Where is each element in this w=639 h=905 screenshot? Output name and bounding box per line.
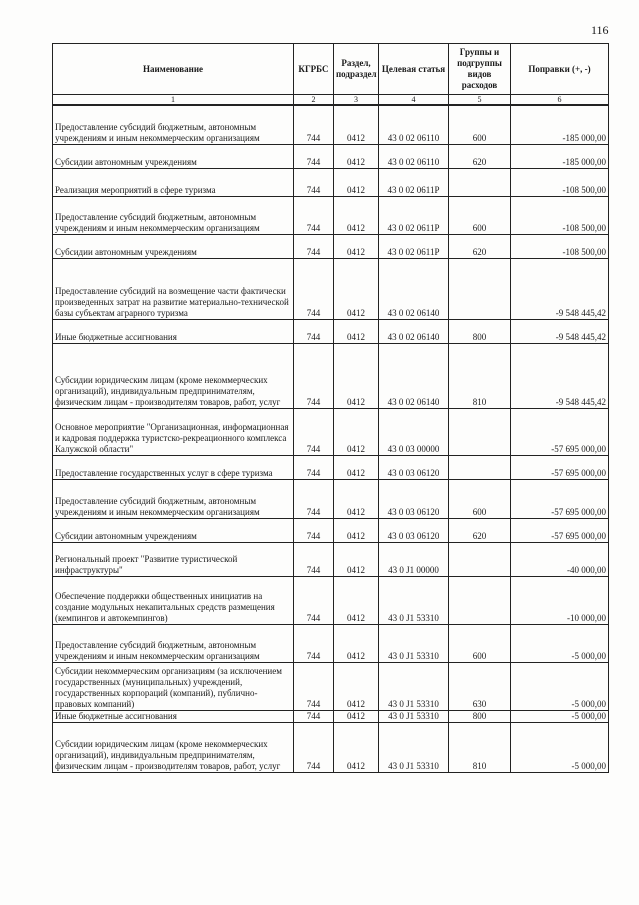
- row-amount: -9 548 445,42: [511, 319, 609, 343]
- table-row: [53, 518, 609, 542]
- row-kgrbs: 744: [294, 542, 334, 576]
- row-name: Субсидии автономным учреждениям: [53, 144, 294, 168]
- row-kgrbs: 744: [294, 624, 334, 662]
- row-section: 0412: [334, 710, 379, 722]
- row-target-article: 43 0 J1 53310: [379, 710, 449, 722]
- table-row: [53, 542, 609, 576]
- table-row: [53, 319, 609, 343]
- row-target-article: 43 0 02 06140: [379, 343, 449, 408]
- row-target-article: 43 0 J1 53310: [379, 722, 449, 772]
- row-section: 0412: [334, 542, 379, 576]
- row-name: Субсидии юридическим лицам (кроме некоммерческих организаций), индивидуальным предпринимателям, физическим лицам - производителям товаров, работ, услуг: [53, 343, 294, 408]
- row-target-article: 43 0 02 06110: [379, 144, 449, 168]
- row-expense-group: [449, 455, 511, 479]
- row-expense-group: 600: [449, 479, 511, 518]
- column-number: 3: [334, 95, 379, 106]
- row-expense-group: [449, 168, 511, 196]
- page-number: 116: [591, 23, 609, 37]
- table-row: [53, 343, 609, 408]
- budget-table: [52, 43, 609, 773]
- row-expense-group: 620: [449, 144, 511, 168]
- row-section: 0412: [334, 662, 379, 710]
- row-name: Региональный проект "Развитие туристической инфраструктуры": [53, 542, 294, 576]
- row-target-article: 43 0 02 06140: [379, 319, 449, 343]
- row-name: Предоставление субсидий бюджетным, автономным учреждениям и иным некоммерческим организациям: [53, 624, 294, 662]
- table-row: [53, 168, 609, 196]
- row-target-article: 43 0 02 0611P: [379, 168, 449, 196]
- row-section: 0412: [334, 576, 379, 624]
- row-expense-group: [449, 408, 511, 455]
- row-expense-group: 600: [449, 196, 511, 234]
- row-amount: -185 000,00: [511, 105, 609, 144]
- table-row: [53, 408, 609, 455]
- table-row: [53, 234, 609, 258]
- row-kgrbs: 744: [294, 479, 334, 518]
- column-number: 4: [379, 95, 449, 106]
- row-amount: -108 500,00: [511, 234, 609, 258]
- table-row: [53, 576, 609, 624]
- header-target: Целевая статья: [379, 44, 449, 95]
- row-target-article: 43 0 02 06110: [379, 105, 449, 144]
- row-name: Субсидии автономным учреждениям: [53, 234, 294, 258]
- table-row: [53, 455, 609, 479]
- row-amount: -5 000,00: [511, 624, 609, 662]
- row-target-article: 43 0 J1 53310: [379, 624, 449, 662]
- row-expense-group: 620: [449, 518, 511, 542]
- row-name: Предоставление субсидий бюджетным, автономным учреждениям и иным некоммерческим организациям: [53, 105, 294, 144]
- row-name: Реализация мероприятий в сфере туризма: [53, 168, 294, 196]
- column-number: 1: [53, 95, 294, 106]
- row-name: Предоставление субсидий бюджетным, автономным учреждениям и иным некоммерческим организациям: [53, 479, 294, 518]
- table-row: [53, 196, 609, 234]
- row-kgrbs: 744: [294, 662, 334, 710]
- row-kgrbs: 744: [294, 234, 334, 258]
- row-amount: -57 695 000,00: [511, 455, 609, 479]
- row-target-article: 43 0 J1 53310: [379, 576, 449, 624]
- row-expense-group: 800: [449, 319, 511, 343]
- row-name: Основное мероприятие "Организационная, информационная и кадровая поддержка туристско-рекреационного комплекса Калужской области": [53, 408, 294, 455]
- row-target-article: 43 0 03 00000: [379, 408, 449, 455]
- row-amount: -108 500,00: [511, 196, 609, 234]
- row-kgrbs: 744: [294, 710, 334, 722]
- row-expense-group: [449, 576, 511, 624]
- row-section: 0412: [334, 144, 379, 168]
- row-amount: -40 000,00: [511, 542, 609, 576]
- row-kgrbs: 744: [294, 408, 334, 455]
- row-name: Иные бюджетные ассигнования: [53, 319, 294, 343]
- header-row: [53, 44, 609, 95]
- row-section: 0412: [334, 319, 379, 343]
- row-amount: -10 000,00: [511, 576, 609, 624]
- row-target-article: 43 0 03 06120: [379, 455, 449, 479]
- column-number: 2: [294, 95, 334, 106]
- row-section: 0412: [334, 168, 379, 196]
- table-row: [53, 144, 609, 168]
- column-number: 5: [449, 95, 511, 106]
- row-section: 0412: [334, 234, 379, 258]
- row-amount: -185 000,00: [511, 144, 609, 168]
- row-name: Предоставление субсидий бюджетным, автономным учреждениям и иным некоммерческим организациям: [53, 196, 294, 234]
- row-section: 0412: [334, 408, 379, 455]
- table-row: [53, 624, 609, 662]
- row-kgrbs: 744: [294, 722, 334, 772]
- row-target-article: 43 0 03 06120: [379, 518, 449, 542]
- row-kgrbs: 744: [294, 144, 334, 168]
- row-target-article: 43 0 02 0611P: [379, 234, 449, 258]
- row-section: 0412: [334, 343, 379, 408]
- table-row: [53, 258, 609, 319]
- row-expense-group: 600: [449, 624, 511, 662]
- header-kgrbs: КГРБС: [294, 44, 334, 95]
- table-row: [53, 105, 609, 144]
- row-expense-group: 800: [449, 710, 511, 722]
- row-expense-group: 600: [449, 105, 511, 144]
- header-group: Группы и подгруппы видов расходов: [449, 44, 511, 95]
- row-section: 0412: [334, 624, 379, 662]
- header-amount: Поправки (+, -): [511, 44, 609, 95]
- row-kgrbs: 744: [294, 518, 334, 542]
- header-name: Наименование: [53, 44, 294, 95]
- row-kgrbs: 744: [294, 258, 334, 319]
- row-expense-group: [449, 258, 511, 319]
- row-amount: -5 000,00: [511, 710, 609, 722]
- row-amount: -57 695 000,00: [511, 518, 609, 542]
- row-kgrbs: 744: [294, 168, 334, 196]
- row-expense-group: [449, 542, 511, 576]
- column-number: 6: [511, 95, 609, 106]
- header-section: Раздел, подраздел: [334, 44, 379, 95]
- row-kgrbs: 744: [294, 319, 334, 343]
- row-name: Предоставление государственных услуг в сфере туризма: [53, 455, 294, 479]
- row-section: 0412: [334, 518, 379, 542]
- table-row: [53, 662, 609, 710]
- row-amount: -5 000,00: [511, 722, 609, 772]
- row-name: Иные бюджетные ассигнования: [53, 710, 294, 722]
- row-target-article: 43 0 02 0611P: [379, 196, 449, 234]
- row-section: 0412: [334, 258, 379, 319]
- row-amount: -9 548 445,42: [511, 343, 609, 408]
- row-name: Субсидии юридическим лицам (кроме некоммерческих организаций), индивидуальным предпринимателям, физическим лицам - производителям товаров, работ, услуг: [53, 722, 294, 772]
- row-expense-group: 810: [449, 343, 511, 408]
- row-name: Субсидии автономным учреждениям: [53, 518, 294, 542]
- row-amount: -5 000,00: [511, 662, 609, 710]
- row-target-article: 43 0 J1 00000: [379, 542, 449, 576]
- row-kgrbs: 744: [294, 343, 334, 408]
- row-name: Предоставление субсидий на возмещение части фактически произведенных затрат на развитие материально-технической базы субъектам аграрного туризма: [53, 258, 294, 319]
- row-amount: -57 695 000,00: [511, 479, 609, 518]
- row-section: 0412: [334, 722, 379, 772]
- table-row: [53, 479, 609, 518]
- row-name: Обеспечение поддержки общественных инициатив на создание модульных некапитальных средств размещения (кемпингов и автокемпингов): [53, 576, 294, 624]
- table-row: [53, 722, 609, 772]
- row-kgrbs: 744: [294, 576, 334, 624]
- row-amount: -57 695 000,00: [511, 408, 609, 455]
- row-name: Субсидии некоммерческим организациям (за исключением государственных (муниципальных) учреждений, государственных корпораций (компаний), публично-правовых компаний): [53, 662, 294, 710]
- row-section: 0412: [334, 105, 379, 144]
- column-number-row: [53, 95, 609, 106]
- row-kgrbs: 744: [294, 196, 334, 234]
- row-target-article: 43 0 03 06120: [379, 479, 449, 518]
- row-section: 0412: [334, 479, 379, 518]
- row-kgrbs: 744: [294, 105, 334, 144]
- table-row: [53, 710, 609, 722]
- row-target-article: 43 0 02 06140: [379, 258, 449, 319]
- row-section: 0412: [334, 196, 379, 234]
- row-target-article: 43 0 J1 53310: [379, 662, 449, 710]
- row-amount: -108 500,00: [511, 168, 609, 196]
- row-amount: -9 548 445,42: [511, 258, 609, 319]
- row-section: 0412: [334, 455, 379, 479]
- row-kgrbs: 744: [294, 455, 334, 479]
- row-expense-group: 810: [449, 722, 511, 772]
- row-expense-group: 630: [449, 662, 511, 710]
- row-expense-group: 620: [449, 234, 511, 258]
